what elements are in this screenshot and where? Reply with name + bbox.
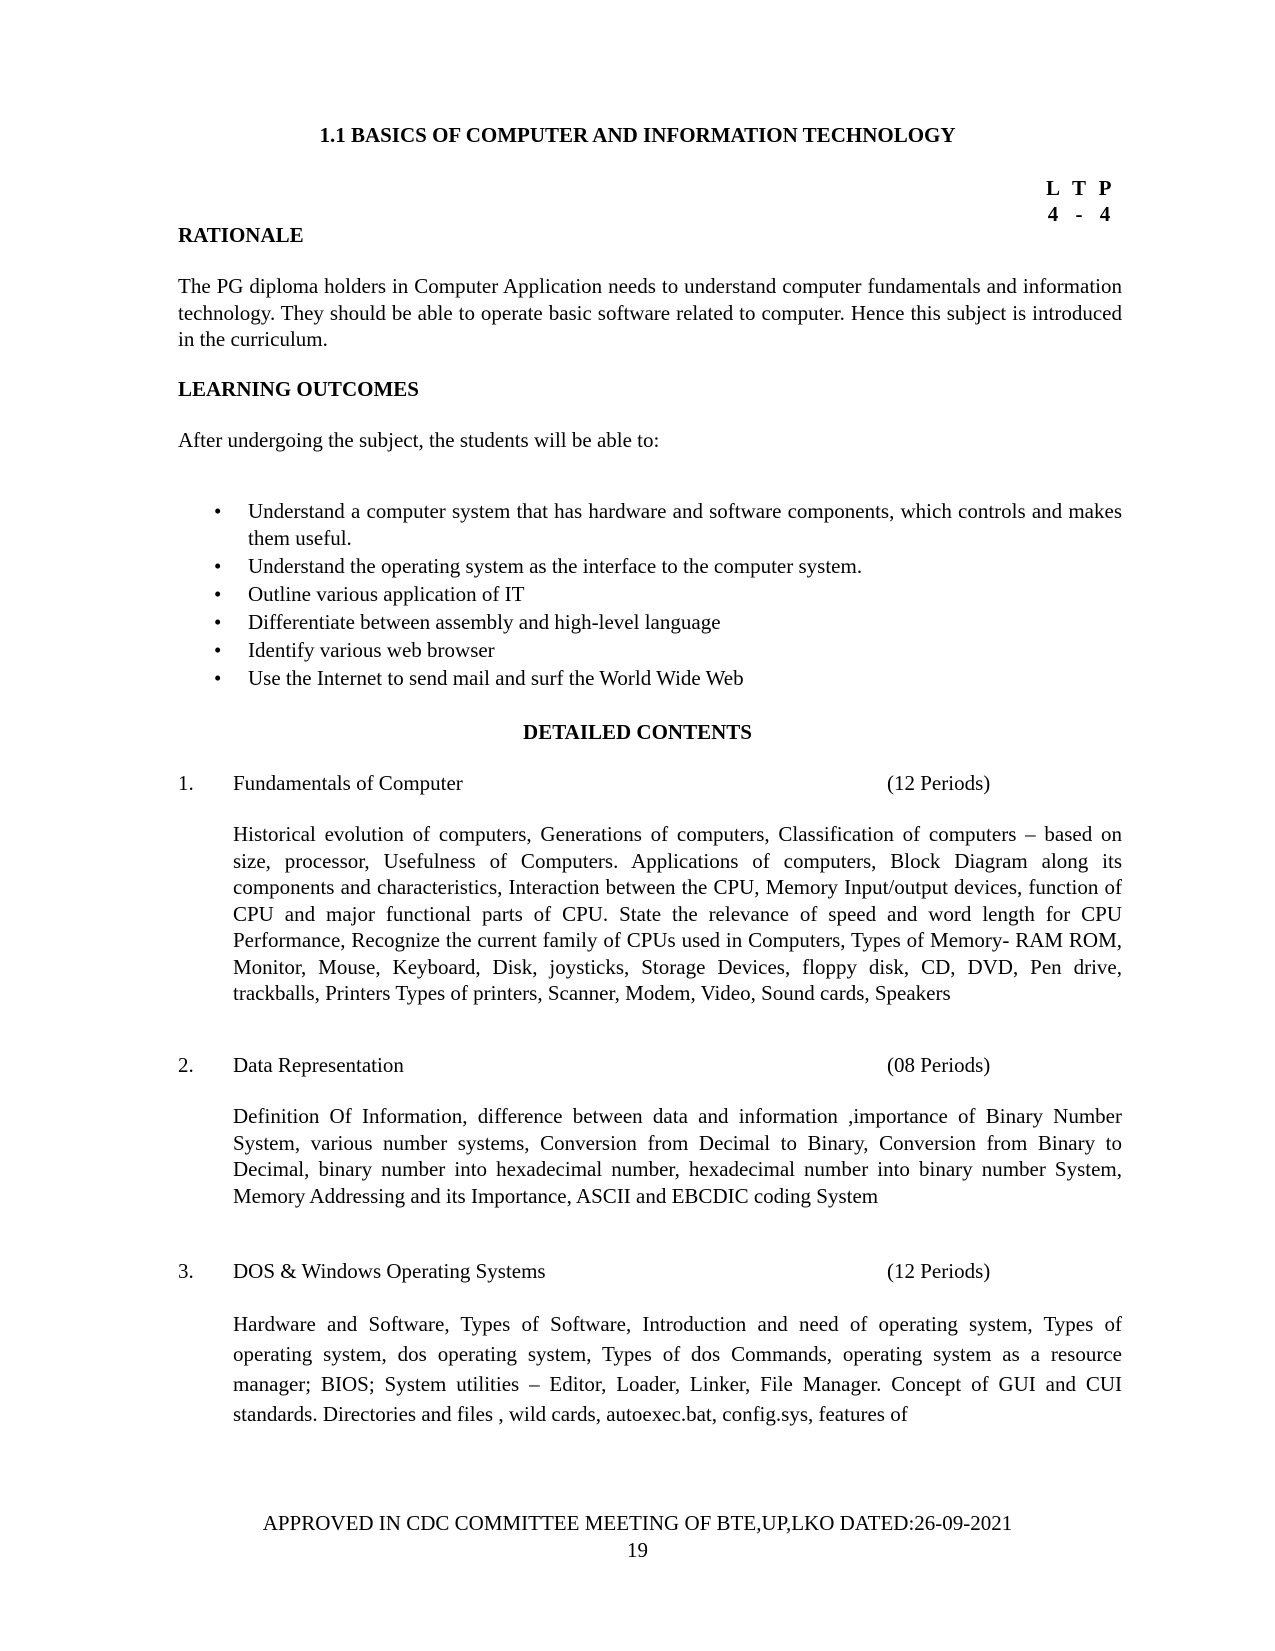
ltp-value-t: - [1075,202,1083,226]
unit-periods: (12 Periods) [887,1259,991,1283]
list-item: • Outline various application of IT [214,581,1122,608]
ltp-header-t: T [1071,176,1086,200]
unit-periods: (08 Periods) [887,1053,991,1077]
ltp-headers [1040,175,1118,201]
ltp-header-l: L [1045,176,1060,200]
learning-outcomes-heading: LEARNING OUTCOMES [178,377,419,401]
approval-footer: APPROVED IN CDC COMMITTEE MEETING OF BTE,UP,LKO DATED:26-09-2021 [262,1511,1013,1535]
list-item: • Use the Internet to send mail and surf the World Wide Web [214,665,1122,692]
unit-title: Fundamentals of Computer [233,771,463,795]
document-title: 1.1 BASICS OF COMPUTER AND INFORMATION TECHNOLOGY [319,123,956,147]
page-number: 19 [627,1538,648,1562]
list-item: • Understand the operating system as the interface to the computer system. [214,553,1122,580]
learning-outcomes-intro: After undergoing the subject, the students will be able to: [178,428,660,452]
ltp-table [1040,175,1118,227]
ltp-header-p: P [1098,176,1112,200]
rationale-heading: RATIONALE [178,223,304,247]
unit-number: 2. [178,1053,194,1077]
rationale-text: The PG diploma holders in Computer Application needs to understand computer fundamentals and information technology. They should be able to operate basic software related to computer. Hence this subject is introduced in the curriculum. [178,274,1122,351]
ltp-values [1040,201,1118,227]
unit-description: Hardware and Software, Types of Software, Introduction and need of operating system, Types of operating system, dos operating system, Types of dos Commands, operating system as a resource manager; BIOS; System utilities – Editor, Loader, Linker, File Manager. Concept of GUI and CUI standards. Directories and files , wild cards, autoexec.bat, config.sys, features of [233,1312,1122,1426]
ltp-value-l: 4 [1047,202,1059,226]
unit-periods: (12 Periods) [887,771,991,795]
unit-title: Data Representation [233,1053,404,1077]
unit-description: Historical evolution of computers, Generations of computers, Classification of computers – based on size, processor, Usefulness of Computers. Applications of computers, Block Diagram along its components and characteristics, Interaction between the CPU, Memory Input/output devices, function of CPU and major functional parts of CPU. State the relevance of speed and word length for CPU Performance, Recognize the current family of CPUs used in Computers, Types of Memory- RAM ROM, Monitor, Mouse, Keyboard, Disk, joysticks, Storage Devices, floppy disk, CD, DVD, Pen drive, trackballs, Printers Types of printers, Scanner, Modem, Video, Sound cards, Speakers [233,822,1122,1005]
list-item: • Differentiate between assembly and high-level language [214,609,1122,636]
list-item: • Identify various web browser [214,637,1122,664]
unit-number: 1. [178,771,194,795]
detailed-contents-heading: DETAILED CONTENTS [523,720,752,744]
list-item: • Understand a computer system that has hardware and software components, which controls and makes them useful. [214,498,1122,551]
unit-number: 3. [178,1259,194,1283]
unit-title: DOS & Windows Operating Systems [233,1259,546,1283]
unit-description: Definition Of Information, difference between data and information ,importance of Binary Number System, various number systems, Conversion from Decimal to Binary, Conversion from Binary to Decimal, binary number into hexadecimal number, hexadecimal number into binary number System, Memory Addressing and its Importance, ASCII and EBCDIC coding System [233,1104,1122,1208]
learning-outcomes-list [214,498,1122,693]
ltp-value-p: 4 [1099,202,1111,226]
